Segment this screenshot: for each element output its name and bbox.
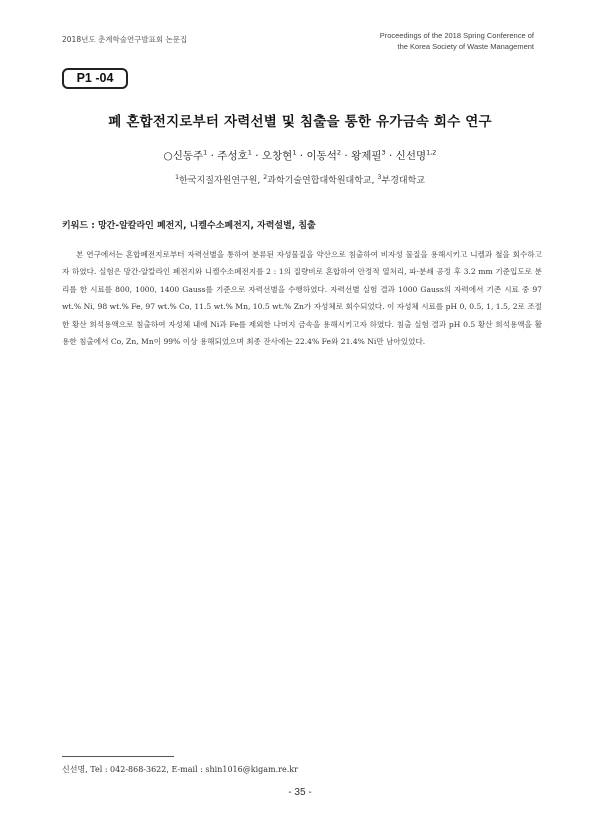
author — [396, 150, 437, 162]
author — [217, 150, 262, 162]
author-name: 오창현 — [261, 150, 293, 162]
author-affiliation-sup: 1 — [247, 148, 252, 157]
affiliation-sup: 2 — [263, 173, 268, 181]
abstract — [62, 246, 542, 350]
header-right — [380, 30, 534, 52]
page-number: - 35 - — [288, 787, 312, 798]
author-separator: · — [296, 150, 307, 162]
author-name: 주성호 — [217, 150, 248, 162]
keywords: 키워드 : 망간-알칼라인 폐전지, 니켈수소폐전지, 자력설별, 침출 — [62, 221, 316, 231]
author-affiliation-sup: 1 — [203, 148, 208, 157]
affiliation-name: 부경대학교 — [381, 176, 425, 186]
author — [306, 150, 351, 162]
presenter-marker: ○ — [163, 150, 173, 162]
author — [262, 150, 307, 162]
author-affiliation-sup: 1,2 — [426, 148, 437, 157]
footnote-rule — [62, 756, 174, 757]
affiliation — [377, 173, 425, 186]
author-separator: · — [251, 150, 262, 162]
author — [164, 150, 218, 162]
affiliation-list — [0, 173, 600, 186]
author-affiliation-sup: 1 — [292, 148, 297, 157]
affiliation-separator: , — [371, 176, 378, 186]
header-right-line2: the Korea Society of Waste Management — [397, 42, 534, 51]
affiliation-separator: , — [257, 176, 264, 186]
author-separator: · — [207, 150, 218, 162]
author-name: 신선명 — [395, 150, 427, 162]
abstract-text: 본 연구에서는 혼합폐전지로부터 자력선별을 통하여 분류된 자성물질을 약산으로 침출하여 비자성 물질을 용해시키고 니켈과 철을 회수하고자 하였다. 실험은 망간-알칼라인 폐전지와 니켈수소폐전지를 2 : 1의 질량비로 혼합하여 안정적 열처리, 파·분쇄 공정 후 3.2 mm 기준입도로 분리를 한 시료를 800, 1000, 1400 Gauss를 기준으로 자력선별을 수행하였다. 자력선별 실험 결과 1000 Gauss의 자력에서 기존 시료 중 97 wt.% Ni, 98 wt.% Fe, 97 wt.% Co, 11.5 wt.% Mn, 10.5 wt.% Zn가 자성체로 회수되었다. 이 자성체 시료를 pH 0, 0.5, 1, 1.5, 2로 조절한 황산 희석용액으로 침출하여 자성체 내에 Ni과 Fe를 제외한 나머지 금속을 용해시키고자 하였다. 침출 실험 결과 pH 0.5 황산 희석용액을 활용한 침출에서 Co, Zn, Mn이 99% 이상 용해되었으며 최종 잔사에는 22.4% Fe와 21.4% Ni만 남아있었다. — [62, 250, 542, 347]
affiliation-name: 한국지질자원연구원 — [179, 176, 258, 186]
affiliation-name: 과학기술연합대학원대학교 — [267, 176, 372, 186]
affiliation — [175, 173, 264, 186]
header-left: 2018년도 춘계학술연구발표회 논문집 — [62, 35, 188, 44]
author-name: 왕제필 — [351, 150, 382, 162]
author-affiliation-sup: 2 — [336, 148, 342, 157]
affiliation — [263, 173, 378, 186]
paper-title: 폐 혼합전지로부터 자력선별 및 침출을 통한 유가금속 회수 연구 — [108, 114, 492, 130]
footnote: 신선명, Tel : 042-868-3622, E-mail : shin1016@kigam.re.kr — [62, 765, 298, 774]
author-separator: · — [385, 150, 396, 162]
author — [351, 150, 396, 162]
author-separator: · — [341, 150, 352, 162]
affiliation-sup: 1 — [175, 173, 180, 181]
author-list — [0, 148, 600, 163]
paper-id-badge: P1 -04 — [62, 68, 128, 89]
header-right-line1: Proceedings of the 2018 Spring Conference of — [379, 31, 534, 40]
author-name: 이동석 — [306, 150, 337, 162]
author-name: 신동주 — [172, 150, 204, 162]
affiliation-sup: 3 — [377, 173, 382, 181]
author-affiliation-sup: 3 — [381, 148, 386, 157]
